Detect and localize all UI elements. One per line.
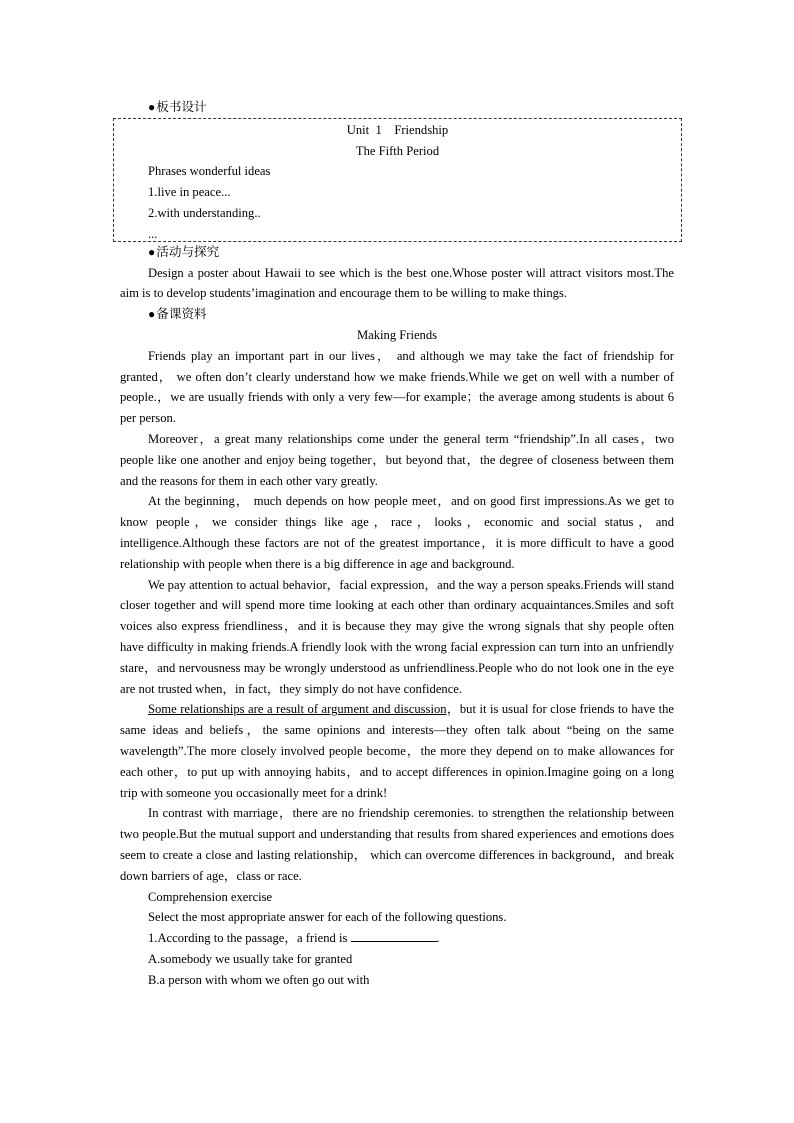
passage-paragraph bbox=[120, 699, 674, 803]
section-heading-activity: ●活动与探究 bbox=[148, 244, 220, 259]
board-design-box bbox=[113, 118, 682, 242]
answer-blank bbox=[351, 929, 437, 942]
box-line: 1.live in peace... bbox=[148, 185, 231, 200]
activity-text: Design a poster about Hawaii to see which is the best one.Whose poster will attract visitors most.The aim is to develop students’imagination and encourage them to be willing to make things. bbox=[120, 265, 674, 301]
question-1 bbox=[120, 928, 674, 949]
box-line: Phrases wonderful ideas bbox=[148, 164, 271, 179]
section-heading-board: ●板书设计 bbox=[148, 100, 207, 114]
passage-paragraph: At the beginning， much depends on how people meet，and on good first impressions.As we get to know people，we consider things like age，race，looks，economic and social status，and intelligence.Although these factors are not of the greatest importance，it is more difficult to have a good relationship with people when there is a big difference in age and background. bbox=[120, 494, 674, 571]
passage-paragraph: Moreover，a great many relationships come under the general term “friendship”.In all cases，two people like one another and enjoy being together，but beyond that，the degree of closeness between them and the reasons for them in each other vary greatly. bbox=[120, 431, 674, 488]
bullet-icon: ● bbox=[148, 307, 156, 322]
section-heading-materials: ●备课资料 bbox=[148, 307, 207, 322]
bullet-icon: ● bbox=[148, 244, 156, 259]
option-a: A.somebody we usually take for granted bbox=[148, 951, 353, 966]
passage-paragraph: Friends play an important part in our lives， and although we may take the fact of friendship for granted， we often don’t clearly understand how we make friends.While we get on well with a number of people.，we are usually friends with only a very few—for example；the average among students is about 6 per person. bbox=[120, 348, 674, 426]
passage-title: Making Friends bbox=[356, 327, 438, 342]
box-unit-title: Unit 1 Friendship bbox=[346, 122, 449, 137]
bullet-icon: ● bbox=[148, 100, 156, 114]
exercise-instruction: Select the most appropriate answer for each of the following questions. bbox=[148, 910, 507, 925]
passage-paragraph: We pay attention to actual behavior，facial expression，and the way a person speaks.Friends will stand closer together and will spend more time looking at each other than ordinary acquaintances.Smiles and soft voices also express friendliness，and it is because they may give the wrong signals that shy people often have difficulty in making friends.A friendly look with the wrong facial expression can turn into an unfriendly stare，and nervousness may be wrongly understood as unfriendliness.People who do not look one in the eye are not trusted when，in fact，they simply do not have confidence. bbox=[120, 577, 674, 696]
question-stem: 1.According to the passage，a friend is bbox=[148, 931, 351, 946]
paragraph-rest: ，but it is usual for close friends to have the same ideas and beliefs，the same opinions and interests—they often talk about “being on the same wavelength”.The more closely involved people become，the more they depend on to make allowances for each other，to put up with annoying habits，and to accept differences in opinion.Imagine going on a long trip with someone you occasionally meet for a drink! bbox=[120, 702, 674, 800]
underlined-sentence: Some relationships are a result of argument and discussion bbox=[148, 702, 447, 717]
box-line: 2.with understanding.. bbox=[148, 205, 261, 220]
question-end: . bbox=[436, 931, 440, 946]
passage-paragraph: In contrast with marriage，there are no friendship ceremonies. to strengthen the relationship between two people.But the mutual support and understanding that results from shared experiences and emotions does seem to create a close and lasting relationship， which can overcome differences in background，and break down barriers of age，class or race. bbox=[120, 806, 674, 883]
box-period-title: The Fifth Period bbox=[355, 143, 440, 158]
box-line: ... bbox=[148, 226, 158, 241]
option-b: B.a person with whom we often go out with bbox=[148, 972, 370, 987]
exercise-title: Comprehension exercise bbox=[148, 889, 273, 904]
document-content bbox=[120, 97, 674, 990]
